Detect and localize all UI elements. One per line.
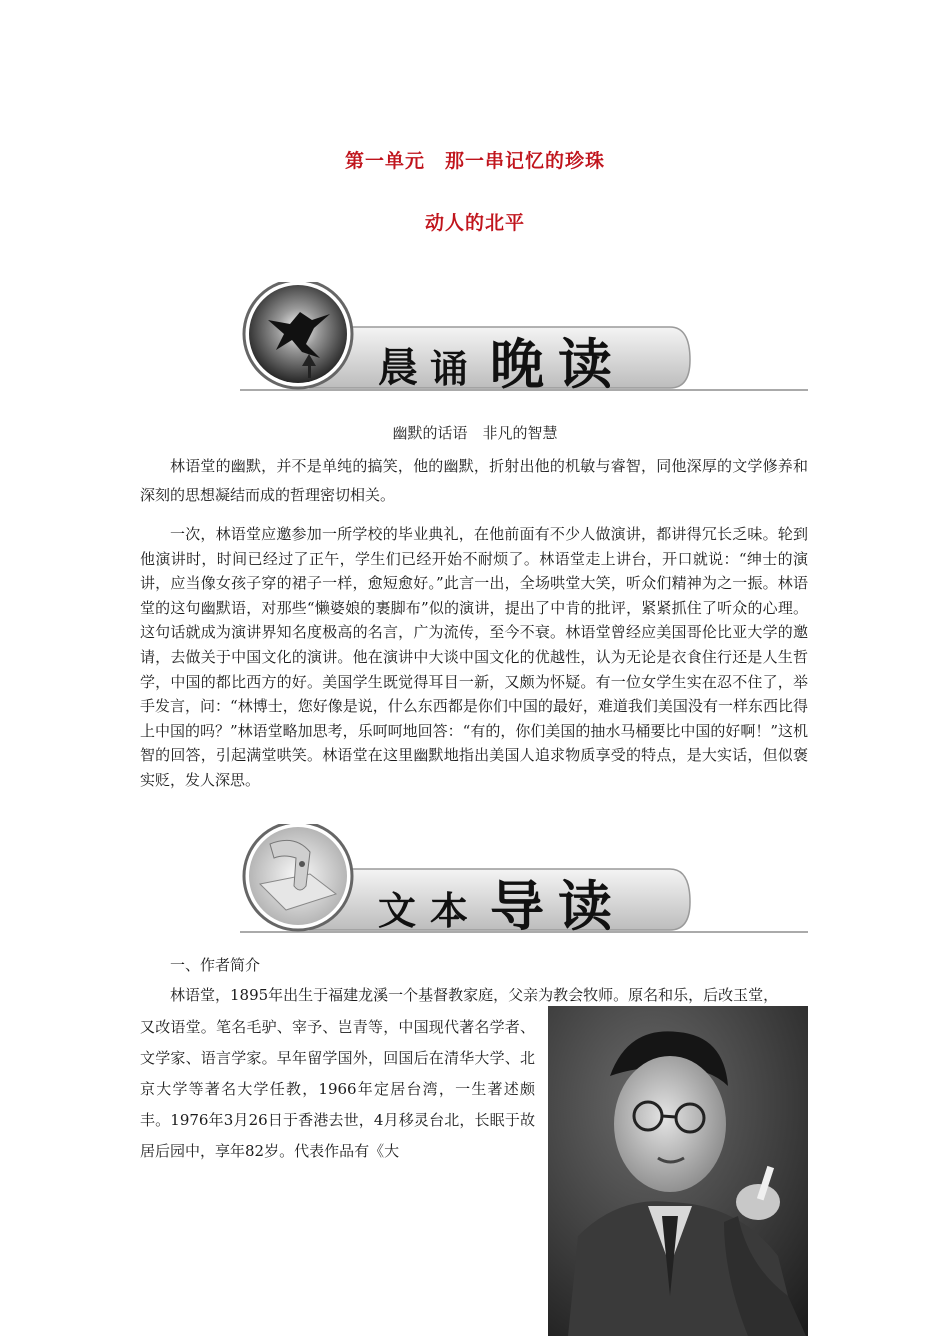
- banner-char: 读: [558, 874, 612, 938]
- author-intro-line: 林语堂，1895年出生于福建龙溪一个基督教家庭，父亲为教会牧师。原名和乐，后改玉堂，: [170, 986, 779, 1004]
- banner-char: 晨: [378, 344, 418, 391]
- reading-subtitle: 幽默的话语 非凡的智慧: [392, 424, 558, 442]
- banner-char: 晚: [490, 332, 544, 396]
- reading-paragraph-2: 一次，林语堂应邀参加一所学校的毕业典礼，在他前面有不少人做演讲，都讲得冗长乏味。轮到他演讲时，时间已经过了正午，学生们已经开始不耐烦了。林语堂走上讲台，开口就说：“绅士的演讲，应当像女孩子穿的裙子一样，愈短愈好。”此言一出，全场哄堂大笑，听众们精神为之一振。林语堂的这句幽默语，对那些“懒婆娘的裹脚布”似的演讲，提出了中肯的批评，紧紧抓住了听众的心理。这句话就成为演讲界知名度极高的名言，广为流传，至今不衰。林语堂曾经应美国哥伦比亚大学的邀请，去做关于中国文化的演讲。他在演讲中大谈中国文化的优越性，认为无论是衣食住行还是人生哲学，中国的都比西方的好。美国学生既觉得耳目一新，又颇为怀疑。有一位女学生实在忍不住了，举手发言，问：“林博士，您好像是说，什么东西都是你们中国的最好，难道我们美国没有一样东西比得上中国的吗？”林语堂略加思考，乐呵呵地回答：“有的，你们美国的抽水马桶要比中国的好啊！”这机智的回答，引起满堂哄笑。林语堂在这里幽默地指出美国人追求物质享受的特点，是大实话，但似褒实贬，发人深思。: [140, 525, 809, 789]
- author-intro-paragraph: 又改语堂。笔名毛驴、宰予、岂青等，中国现代著名学者、文学家、语言学家。早年留学国外，回国后在清华大学、北京大学等著名大学任教，1966年定居台湾，一生著述颇丰。1976年3月26日于香港去世，4月移灵台北，长眠于故居后园中，享年82岁。代表作品有《大: [140, 1018, 535, 1160]
- banner-char: 本: [430, 888, 469, 933]
- section-heading-author: 一、作者简介: [170, 956, 261, 974]
- pointing-hand-book-icon: [244, 824, 352, 930]
- banner-char: 读: [558, 332, 612, 396]
- banner-char: 文: [378, 888, 417, 933]
- banner-morning-reading: [240, 282, 810, 400]
- banner-char: 导: [490, 874, 544, 938]
- banner-text-guide: [240, 824, 810, 942]
- leaping-figure-sun-icon: [244, 282, 352, 388]
- banner-char: 诵: [430, 346, 469, 391]
- unit-title: 第一单元 那一串记忆的珍珠: [344, 150, 605, 172]
- author-portrait-photo-icon: [548, 1006, 808, 1336]
- reading-paragraph-1: 林语堂的幽默，并不是单纯的搞笑，他的幽默，折射出他的机敏与睿智，同他深厚的文学修养和深刻的思想凝结而成的哲理密切相关。: [140, 457, 808, 504]
- lesson-title: 动人的北平: [424, 212, 525, 234]
